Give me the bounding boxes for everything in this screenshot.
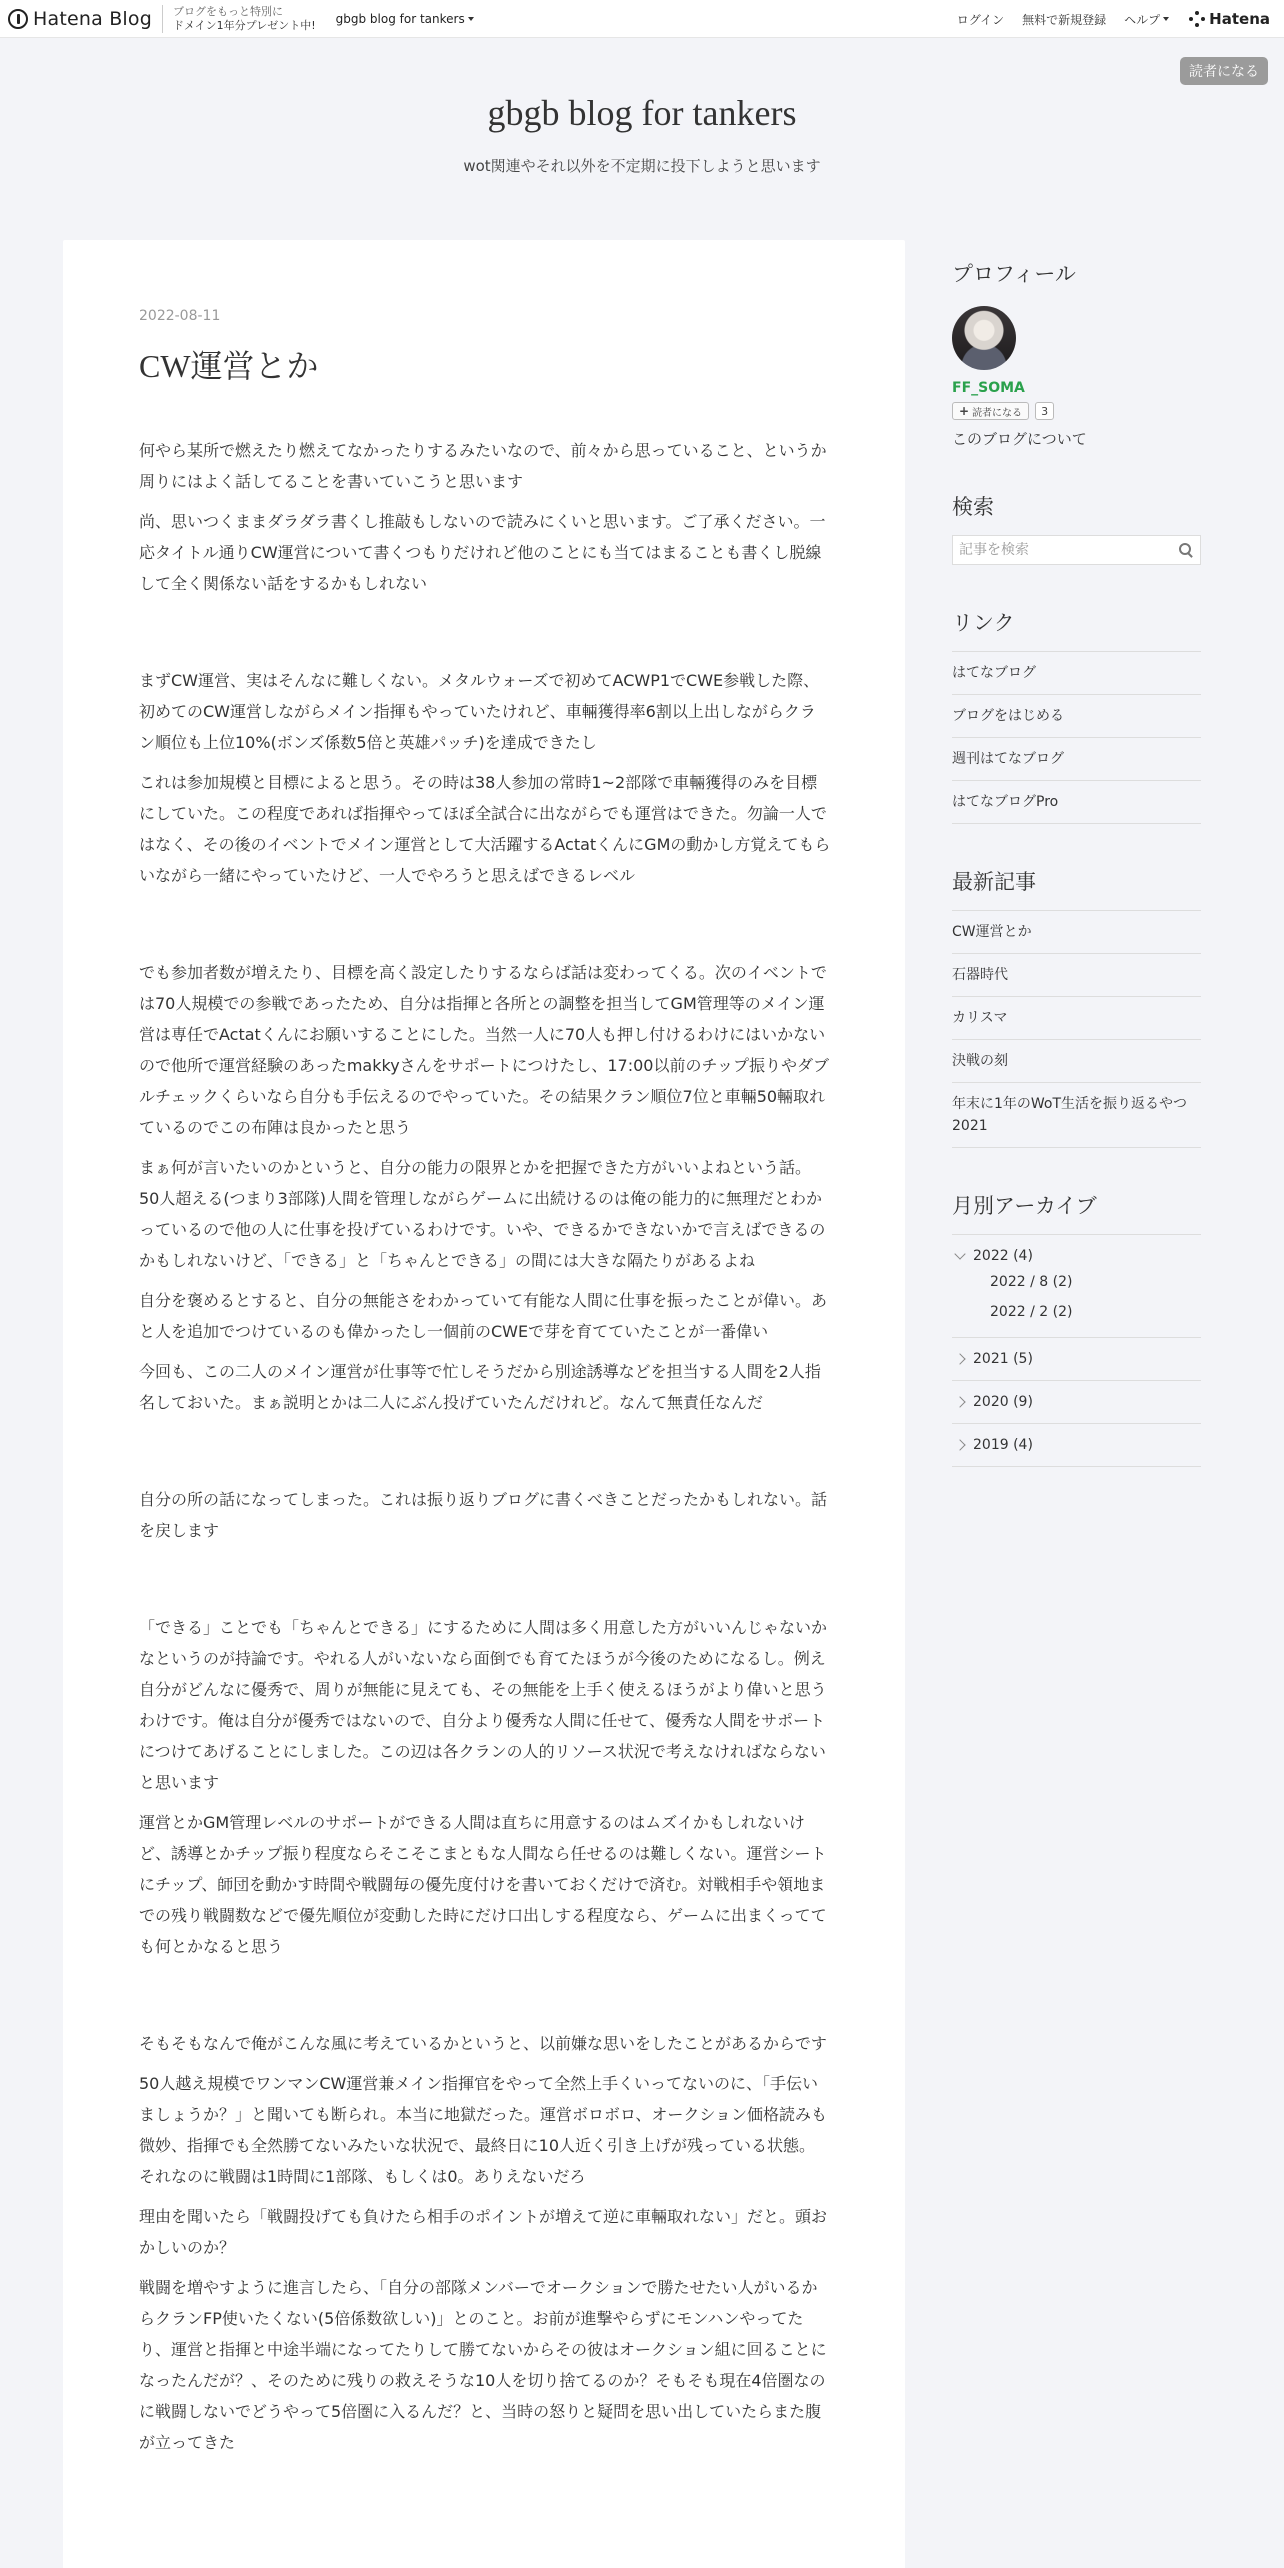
entry-date[interactable]: 2022-08-11 <box>139 308 221 324</box>
entry-paragraph: 自分の所の話になってしまった。これは振り返りブログに書くべきことだったかもしれない。話を戻します <box>139 1490 828 1540</box>
links-list <box>952 651 1201 824</box>
entry-title[interactable]: CW運営とか <box>139 348 319 384</box>
promo-line1: ブログをもっと特別に <box>173 4 283 18</box>
recent-entry-item[interactable]: 年末に1年のWoT生活を振り返るやつ2021 <box>952 1083 1201 1148</box>
hatena-logo[interactable] <box>1189 10 1270 28</box>
promo-line2: ドメイン1年分プレゼント中! <box>173 18 316 32</box>
hatena-dots-icon <box>1189 11 1205 27</box>
entry-paragraph: 自分を褒めるとすると、自分の無能さをわかっていて有能な人間に仕事を振ったことが偉い。あと人を追加でつけているのも偉かったし一個前のCWEで芽を育てていたことが一番偉い <box>139 1291 828 1341</box>
signup-link[interactable]: 無料で新規登録 <box>1022 12 1107 27</box>
archive-month-item[interactable]: 2022 / 2 (2) <box>990 1304 1073 1320</box>
archive-year-label: 2022 (4) <box>973 1248 1033 1264</box>
reader-button[interactable] <box>952 402 1029 420</box>
about-blog-link[interactable]: このブログについて <box>952 430 1087 448</box>
archive-year-label: 2021 (5) <box>973 1351 1033 1367</box>
archive-year-2021 <box>952 1338 1201 1381</box>
link-item[interactable]: はてなブログ <box>952 652 1201 695</box>
paragraph-spacer <box>139 608 831 665</box>
archive-year-2020 <box>952 1381 1201 1424</box>
archive-year-toggle[interactable] <box>952 1245 1201 1267</box>
avatar[interactable] <box>952 306 1016 370</box>
recent-entry-item[interactable]: 石器時代 <box>952 954 1201 997</box>
blog-title[interactable]: gbgb blog for tankers <box>487 93 797 133</box>
paragraph-spacer <box>139 1555 831 1612</box>
blog-name-menu[interactable] <box>336 12 474 26</box>
chevron-down-icon <box>954 1248 965 1259</box>
entry-paragraph: 運営とかGM管理レベルのサポートができる人間は直ちに用意するのはムズイかもしれないけど、誘導とかチップ振り程度ならそこそこまともな人間なら任せるのは難しくない。運営シートにチップ、師団を動かす時間や戦闘毎の優先度付けを書いておくだけで済む。対戦相手や領地までの残り戦闘数などで優先順位が変動した時にだけ口出しする程度なら、ゲームに出まくってても何とかなると思う <box>139 1813 827 1956</box>
archive-year-2022 <box>952 1235 1201 1338</box>
paragraph-spacer <box>139 900 831 957</box>
entry-paragraph: 50人越え規模でワンマンCW運営兼メイン指揮官をやって全然上手くいってないのに、「手伝いましょうか？」と聞いても断られ。本当に地獄だった。運営ボロボロ、オークション価格読みも微妙、指揮でも全然勝てないみたいな状況で、最終日に10人近く引き上げが残っている状態。それなのに戦闘は1時間に1部隊、もしくは0。ありえないだろ <box>139 2074 828 2186</box>
entry-paragraph: まずCW運営、実はそんなに難しくない。メタルウォーズで初めてACWP1でCWE参戦した際、初めてのCW運営しながらメイン指揮もやっていたけれど、車輛獲得率6割以上出しながらクラン順位も上位10%(ボンズ係数5倍と英雄パッチ)を達成できたし <box>139 671 820 752</box>
chevron-down-icon <box>1163 17 1169 21</box>
help-label: ヘルプ <box>1124 12 1161 27</box>
archive-year-toggle[interactable] <box>952 1391 1201 1413</box>
entry-paragraph: 理由を聞いたら「戦闘投げても負けたら相手のポイントが増えて逆に車輛取れない」だと。頭おかしいのか？ <box>139 2207 828 2257</box>
help-menu[interactable] <box>1124 11 1169 28</box>
entry-paragraph: 今回も、この二人のメイン運営が仕事等で忙しそうだから別途誘導などを担当する人間を2人指名しておいた。まぁ説明とかは二人にぶん投げていたんだけれど。なんて無責任なんだ <box>139 1362 821 1412</box>
archive-month-item[interactable]: 2022 / 8 (2) <box>990 1274 1073 1290</box>
subscribe-button[interactable]: 読者になる <box>1180 57 1268 85</box>
links-heading: リンク <box>952 611 1015 635</box>
recent-entries-list <box>952 910 1201 1148</box>
blog-description: wot関連やそれ以外を不定期に投下しようと思います <box>463 157 821 175</box>
header-right-menu <box>939 0 1270 38</box>
promo-banner[interactable] <box>173 5 316 33</box>
archive-list <box>952 1234 1201 1467</box>
chevron-right-icon <box>954 1353 965 1364</box>
link-item[interactable]: はてなブログPro <box>952 781 1201 824</box>
entry-content <box>139 435 831 2467</box>
blog-name-label: gbgb blog for tankers <box>335 11 465 26</box>
hatena-blog-logo[interactable] <box>8 8 152 30</box>
recent-entry-item[interactable]: 決戦の刻 <box>952 1040 1201 1083</box>
entry-paragraph: 尚、思いつくままダラダラ書くし推敲もしないので読みにくいと思います。ご了承ください。一応タイトル通りCW運営について書くつもりだけれど他のことにも当てはまることも書くし脱線して全く関係ない話をするかもしれない <box>139 512 826 593</box>
entry-article <box>63 240 905 2568</box>
header-divider <box>162 5 163 33</box>
entry-paragraph: 「できる」ことでも「ちゃんとできる」にするために人間は多く用意した方がいいんじゃないかなというのが持論です。やれる人がいないなら面倒でも育てたほうが今後のためになるし。例え自分がどんなに優秀で、周りが無能に見えても、その無能を上手く使えるほうがより偉いと思うわけです。俺は自分が優秀ではないので、自分より優秀な人間に任せて、優秀な人間をサポートにつけてあげることにしました。この辺は各クランの人的リソース状況で考えなければならないと思います <box>139 1618 828 1792</box>
link-item[interactable]: 週刊はてなブログ <box>952 738 1201 781</box>
entry-paragraph: でも参加者数が増えたり、目標を高く設定したりするならば話は変わってくる。次のイベントでは70人規模での参戦であったため、自分は指揮と各所との調整を担当してGM管理等のメイン運営は専任でActatくんにお願いすることにした。当然一人に70人も押し付けるわけにはいかないので他所で運営経験のあったmakkyさんをサポートにつけたし、17:00以前のチップ振りやダブルチェックくらいなら自分も手伝えるのでやっていた。その結果クラン順位7位と車輛50輛取れているのでこの布陣は良かったと思う <box>139 963 829 1137</box>
profile-heading: プロフィール <box>952 262 1076 286</box>
search-heading: 検索 <box>952 495 994 519</box>
chevron-down-icon <box>468 17 474 21</box>
profile-reader-row <box>952 402 1201 420</box>
archive-year-2019 <box>952 1424 1201 1467</box>
recent-entry-item[interactable]: カリスマ <box>952 997 1201 1040</box>
recent-entry-item[interactable]: CW運営とか <box>952 911 1201 954</box>
search-icon[interactable] <box>1178 542 1194 558</box>
reader-count[interactable]: 3 <box>1035 402 1054 420</box>
hatena-blog-logo-icon <box>8 9 28 29</box>
entry-paragraph: これは参加規模と目標によると思う。その時は38人参加の常時1~2部隊で車輛獲得のみを目標にしていた。この程度であれば指揮やってほぼ全試合に出ながらでも運営はできた。勿論一人ではなく、その後のイベントでメイン運営として大活躍するActatくんにGMの動かし方覚えてもらいながら一緒にやっていたけど、一人でやろうと思えばできるレベル <box>139 773 831 885</box>
chevron-right-icon <box>954 1439 965 1450</box>
paragraph-spacer <box>139 1971 831 2028</box>
reader-button-label: 読者になる <box>972 407 1023 419</box>
entry-paragraph: まぁ何が言いたいのかというと、自分の能力の限界とかを把握できた方がいいよねという話。50人超える(つまり3部隊)人間を管理しながらゲームに出続けるのは俺の能力的に無理だとわかっているので他の人に仕事を投げているわけです。いや、できるかできないかで言えばできるのかもしれないけど、「できる」と「ちゃんとできる」の間には大きな隔たりがあるよね <box>139 1158 826 1270</box>
sidebar <box>952 258 1201 1467</box>
archive-year-toggle[interactable] <box>952 1348 1201 1370</box>
paragraph-spacer <box>139 1427 831 1484</box>
archive-heading: 月別アーカイブ <box>952 1194 1097 1218</box>
chevron-right-icon <box>954 1396 965 1407</box>
recent-heading: 最新記事 <box>952 870 1036 894</box>
login-link[interactable]: ログイン <box>956 12 1005 27</box>
archive-year-toggle[interactable] <box>952 1434 1201 1456</box>
search-box <box>952 535 1201 565</box>
entry-paragraph: 何やら某所で燃えたり燃えてなかったりするみたいなので、前々から思っていること、というか周りにはよく話してることを書いていこうと思います <box>139 441 827 491</box>
logo-text: Hatena Blog <box>33 7 152 30</box>
link-item[interactable]: ブログをはじめる <box>952 695 1201 738</box>
archive-year-label: 2019 (4) <box>973 1437 1033 1453</box>
plus-icon: + <box>959 404 970 418</box>
entry-paragraph: 戦闘を増やすように進言したら、「自分の部隊メンバーでオークションで勝たせたい人がいるからクランFP使いたくない(5倍係数欲しい)」とのこと。お前が進撃やらずにモンハンやってたり、運営と指揮と中途半端になってたりして勝てないからその彼はオークション組に回ることになったんだが？、そのために残りの救えそうな10人を切り捨てるのか？そもそも現在4倍圏なのに戦闘しないでどうやって5倍圏に入るんだ？と、当時の怒りと疑問を思い出していたらまた腹が立ってきた <box>139 2278 827 2452</box>
global-header <box>0 0 1284 38</box>
entry-paragraph: そもそもなんで俺がこんな風に考えているかというと、以前嫌な思いをしたことがあるからです <box>139 2034 827 2053</box>
hatena-logo-text: Hatena <box>1209 10 1270 28</box>
archive-year-label: 2020 (9) <box>973 1394 1033 1410</box>
search-input[interactable] <box>959 542 1159 558</box>
profile-name[interactable]: FF_SOMA <box>952 380 1025 396</box>
